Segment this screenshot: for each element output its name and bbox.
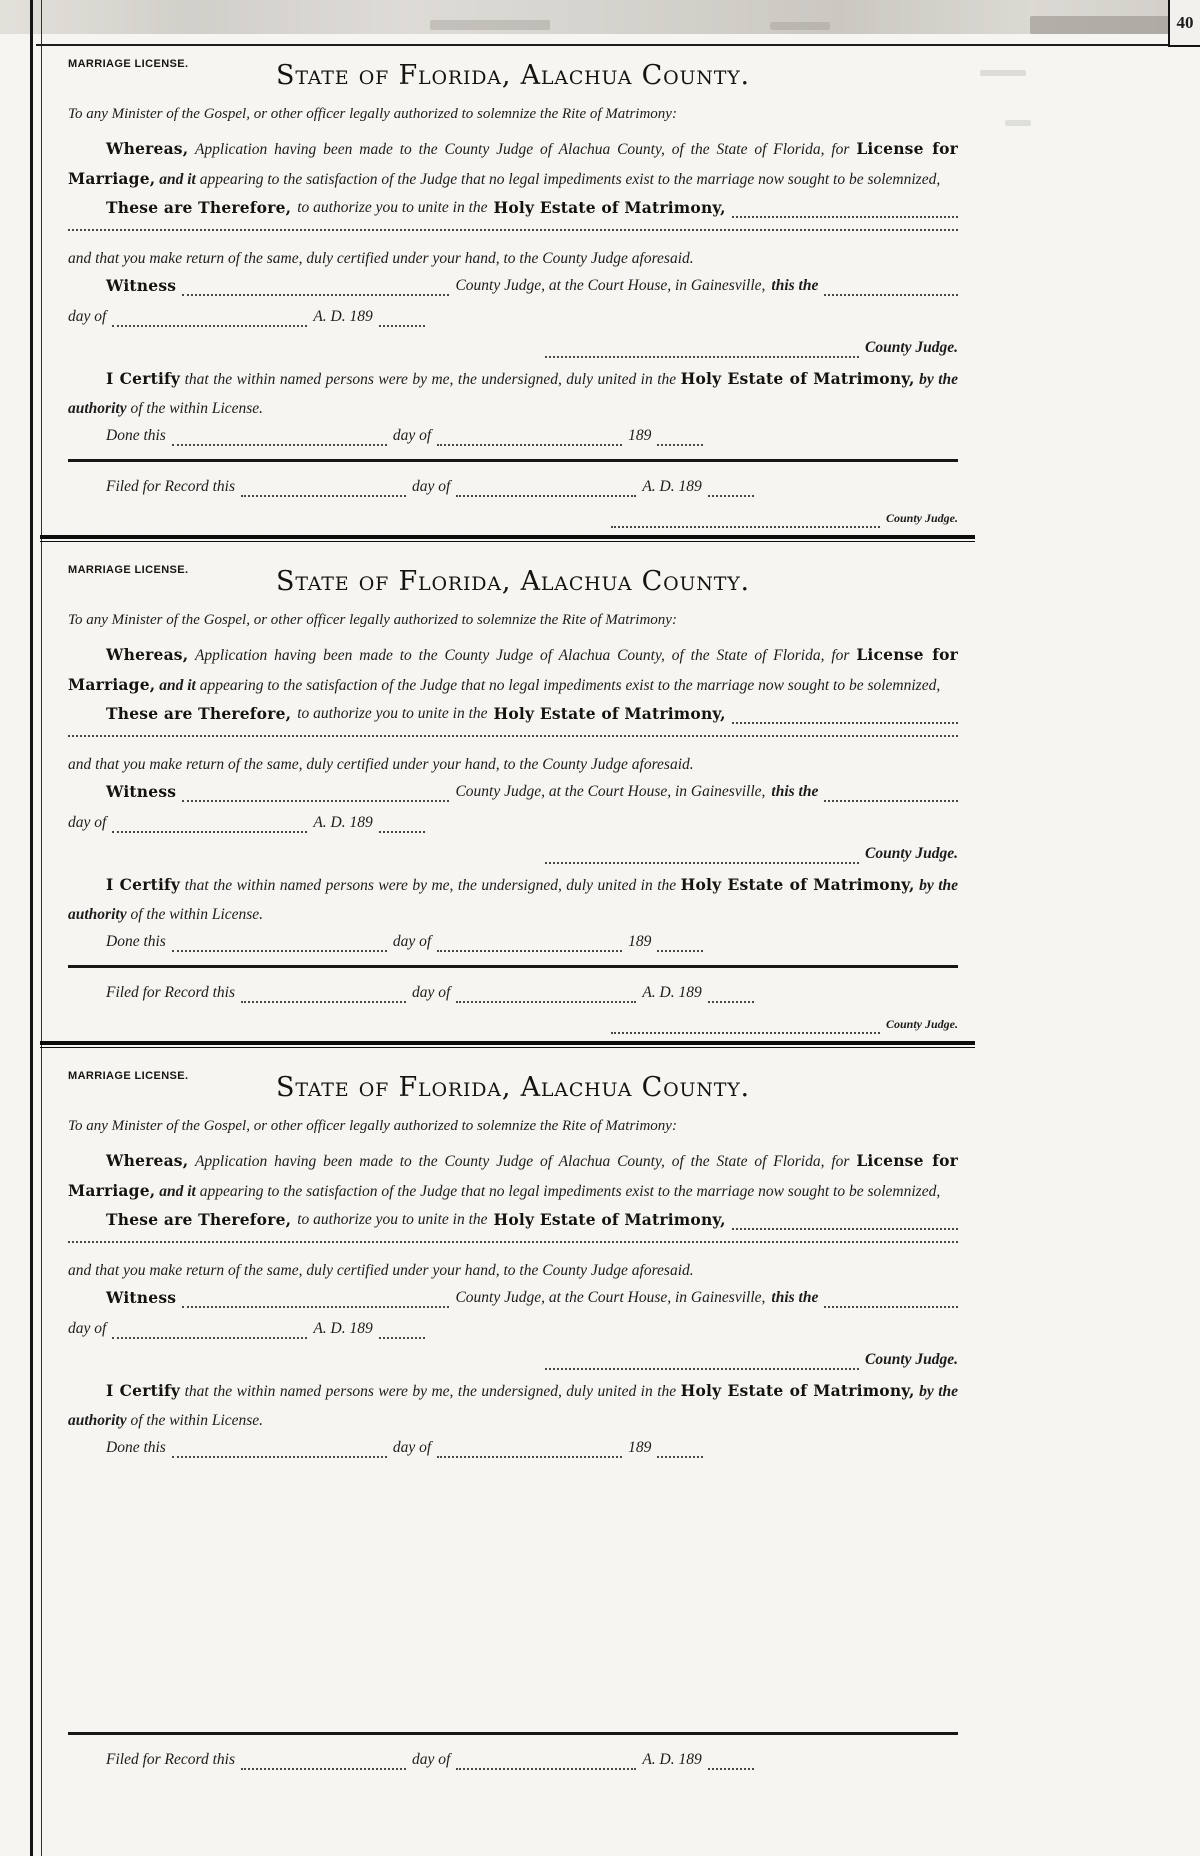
certify-paragraph [68,1376,958,1435]
county-judge-label: County Judge. [885,1017,958,1031]
done-this-label: Done this [106,933,166,950]
county-judge-label: County Judge. [864,339,958,356]
marriage-license-form-1 [68,48,958,542]
by-authority: by the authority [68,877,959,923]
filed-fill-line [241,1754,406,1770]
done-fill-line [172,430,387,446]
within-license: of the within License. [130,400,264,417]
year-189-label: 189 [628,427,652,444]
blank-fill-line [732,708,958,724]
day-fill-line [456,481,636,497]
witness-line [68,782,958,802]
whereas-paragraph [68,640,958,700]
certify-word: I Certify [106,875,181,894]
certify-body: that the within named persons were by me, the undersigned, duly united in the [184,877,677,894]
done-this-line [68,1438,958,1458]
and-it: and it [159,171,196,188]
certify-body: that the within named persons were by me, the undersigned, duly united in the [184,1383,677,1400]
by-authority: by the authority [68,1383,959,1429]
holy-estate-label: Holy Estate of Matrimony, [493,198,726,217]
form-type-label: MARRIAGE LICENSE. [68,564,189,576]
form-type-label: MARRIAGE LICENSE. [68,1070,189,1082]
date-fill-line [824,280,958,296]
blank-fill-line [732,1214,958,1230]
signature-fill-line [611,1018,880,1034]
scan-artifact [1005,120,1031,126]
return-line: and that you make return of the same, duly certified under your hand, to the County Judge aforesaid. [68,250,694,267]
witness-line [68,1288,958,1308]
holy-estate-label: Holy Estate of Matrimony, [680,369,915,388]
witness-word: Witness [106,1288,177,1307]
scan-artifact [430,20,550,30]
whereas-body: Application having been made to the County Judge of Alachua County, of the State of Florida, for [194,1153,850,1170]
page-content [68,48,958,1781]
day-fill-line [437,936,622,952]
done-fill-line [172,936,387,952]
whereas-word: Whereas, [106,645,189,664]
county-judge-signature-line [68,338,958,358]
holy-estate-label: Holy Estate of Matrimony, [680,875,915,894]
holy-estate-label: Holy Estate of Matrimony, [680,1381,915,1400]
witness-body: County Judge, at the Court House, in Gainesville, [455,783,766,800]
holy-estate-label: Holy Estate of Matrimony, [493,1210,726,1229]
license-for-marriage: License for Marriage, [68,1151,959,1200]
by-authority: by the authority [68,371,959,417]
return-line: and that you make return of the same, duly certified under your hand, to the County Judge aforesaid. [68,756,694,773]
scan-artifact [770,22,830,30]
within-license: of the within License. [130,906,264,923]
day-of-label: day of [68,1320,107,1337]
witness-body: County Judge, at the Court House, in Gainesville, [455,277,766,294]
section-divider [40,535,975,542]
and-it: and it [159,1183,196,1200]
license-for-marriage: License for Marriage, [68,139,959,188]
signature-fill-line [545,848,859,864]
within-license: of the within License. [130,1412,264,1429]
county-judge-label: County Judge. [885,511,958,525]
blank-fill-line [68,229,958,231]
day-fill-line [456,1754,636,1770]
whereas-paragraph [68,134,958,194]
year-189-label: 189 [628,1439,652,1456]
ad-189-label: A. D. 189 [642,478,702,495]
witness-body: County Judge, at the Court House, in Gainesville, [455,1289,766,1306]
marriage-license-form-2 [68,554,958,1048]
witness-fill-line [182,280,449,296]
filed-fill-line [241,987,406,1003]
therefore-word: These are Therefore, [106,198,292,217]
scan-edge-band [0,0,1200,34]
year-fill-line [379,1323,425,1339]
form-header [68,48,958,100]
done-this-label: Done this [106,1439,166,1456]
blank-space [68,1469,958,1719]
therefore-body: to authorize you to unite in the [297,199,488,216]
therefore-line [68,1210,958,1230]
year-fill-line [657,430,703,446]
year-fill-line [657,1442,703,1458]
day-fill-line [437,1442,622,1458]
form-title: State of Florida, Alachua County. [276,1072,750,1103]
page-top-rule [36,44,1168,46]
signature-fill-line [611,512,880,528]
day-of-label: day of [68,308,107,325]
whereas-body: Application having been made to the County Judge of Alachua County, of the State of Florida, for [194,647,850,664]
return-line: and that you make return of the same, duly certified under your hand, to the County Judge aforesaid. [68,1262,694,1279]
whereas-continuation: appearing to the satisfaction of the Judge that no legal impediments exist to the marriage now sought to be solemnized, [199,171,941,188]
signature-fill-line [545,1354,859,1370]
addressee-line: To any Minister of the Gospel, or other officer legally authorized to solemnize the Rite of Matrimony: [68,1118,677,1134]
whereas-paragraph [68,1146,958,1206]
witness-fill-line [182,1292,449,1308]
license-for-marriage: License for Marriage, [68,645,959,694]
witness-word: Witness [106,276,177,295]
certify-paragraph [68,364,958,423]
certify-word: I Certify [106,369,181,388]
day-of-label: day of [392,427,432,444]
form-header [68,1060,958,1112]
filed-for-record-label: Filed for Record this [106,478,236,495]
year-fill-line [708,1754,754,1770]
record-block-rule [68,459,958,462]
date-fill-line [824,1292,958,1308]
blank-fill-line [68,735,958,737]
day-of-line [68,307,958,327]
holy-estate-label: Holy Estate of Matrimony, [493,704,726,723]
therefore-body: to authorize you to unite in the [297,705,488,722]
signature-fill-line [545,342,859,358]
ad-189-label: A. D. 189 [313,814,373,831]
day-fill-line [112,817,307,833]
year-fill-line [708,481,754,497]
and-it: and it [159,677,196,694]
day-of-label: day of [68,814,107,831]
left-binding-rule-thin [41,0,42,1856]
certify-paragraph [68,870,958,929]
filed-for-record-label: Filed for Record this [106,984,236,1001]
day-fill-line [112,1323,307,1339]
day-fill-line [437,430,622,446]
therefore-word: These are Therefore, [106,704,292,723]
county-judge-record-signature [68,1014,958,1034]
therefore-body: to authorize you to unite in the [297,1211,488,1228]
addressee-line: To any Minister of the Gospel, or other officer legally authorized to solemnize the Rite of Matrimony: [68,612,677,628]
scan-artifact [980,70,1026,76]
county-judge-signature-line [68,844,958,864]
filed-for-record-line [68,477,958,497]
done-fill-line [172,1442,387,1458]
year-fill-line [708,987,754,1003]
this-the: this the [771,1289,819,1306]
therefore-line [68,198,958,218]
done-this-label: Done this [106,427,166,444]
county-judge-label: County Judge. [864,1351,958,1368]
blank-fill-line [68,1241,958,1243]
day-of-line [68,1319,958,1339]
filed-for-record-line [68,983,958,1003]
this-the: this the [771,783,819,800]
day-of-label: day of [392,1439,432,1456]
ad-189-label: A. D. 189 [642,984,702,1001]
filed-for-record-label: Filed for Record this [106,1751,236,1768]
ad-189-label: A. D. 189 [642,1751,702,1768]
whereas-continuation: appearing to the satisfaction of the Judge that no legal impediments exist to the marriage now sought to be solemnized, [199,1183,941,1200]
record-block-rule [68,1732,958,1735]
left-binding-rule [30,0,33,1856]
filed-fill-line [241,481,406,497]
done-this-line [68,932,958,952]
day-fill-line [456,987,636,1003]
day-of-line [68,813,958,833]
whereas-word: Whereas, [106,139,189,158]
witness-word: Witness [106,782,177,801]
addressee-line: To any Minister of the Gospel, or other officer legally authorized to solemnize the Rite of Matrimony: [68,106,677,122]
scan-artifact [1030,16,1170,34]
form-type-label: MARRIAGE LICENSE. [68,58,189,70]
day-of-label: day of [412,984,451,1001]
county-judge-label: County Judge. [864,845,958,862]
year-fill-line [657,936,703,952]
whereas-body: Application having been made to the County Judge of Alachua County, of the State of Florida, for [194,141,850,158]
ad-189-label: A. D. 189 [313,308,373,325]
date-fill-line [824,786,958,802]
year-fill-line [379,311,425,327]
certify-word: I Certify [106,1381,181,1400]
whereas-continuation: appearing to the satisfaction of the Judge that no legal impediments exist to the marriage now sought to be solemnized, [199,677,941,694]
day-of-label: day of [412,478,451,495]
year-189-label: 189 [628,933,652,950]
record-block-rule [68,965,958,968]
therefore-line [68,704,958,724]
day-of-label: day of [412,1751,451,1768]
form-header [68,554,958,606]
form-title: State of Florida, Alachua County. [276,60,750,91]
witness-line [68,276,958,296]
county-judge-record-signature [68,508,958,528]
whereas-word: Whereas, [106,1151,189,1170]
witness-fill-line [182,786,449,802]
day-of-label: day of [392,933,432,950]
year-fill-line [379,817,425,833]
therefore-word: These are Therefore, [106,1210,292,1229]
this-the: this the [771,277,819,294]
done-this-line [68,426,958,446]
marriage-license-form-3 [68,1060,958,1770]
filed-for-record-line [68,1750,958,1770]
section-divider [40,1041,975,1048]
day-fill-line [112,311,307,327]
certify-body: that the within named persons were by me, the undersigned, duly united in the [184,371,677,388]
form-title: State of Florida, Alachua County. [276,566,750,597]
county-judge-signature-line [68,1350,958,1370]
page-number [1168,0,1200,47]
blank-fill-line [732,202,958,218]
page-number-value: 40 [1176,12,1194,32]
ad-189-label: A. D. 189 [313,1320,373,1337]
